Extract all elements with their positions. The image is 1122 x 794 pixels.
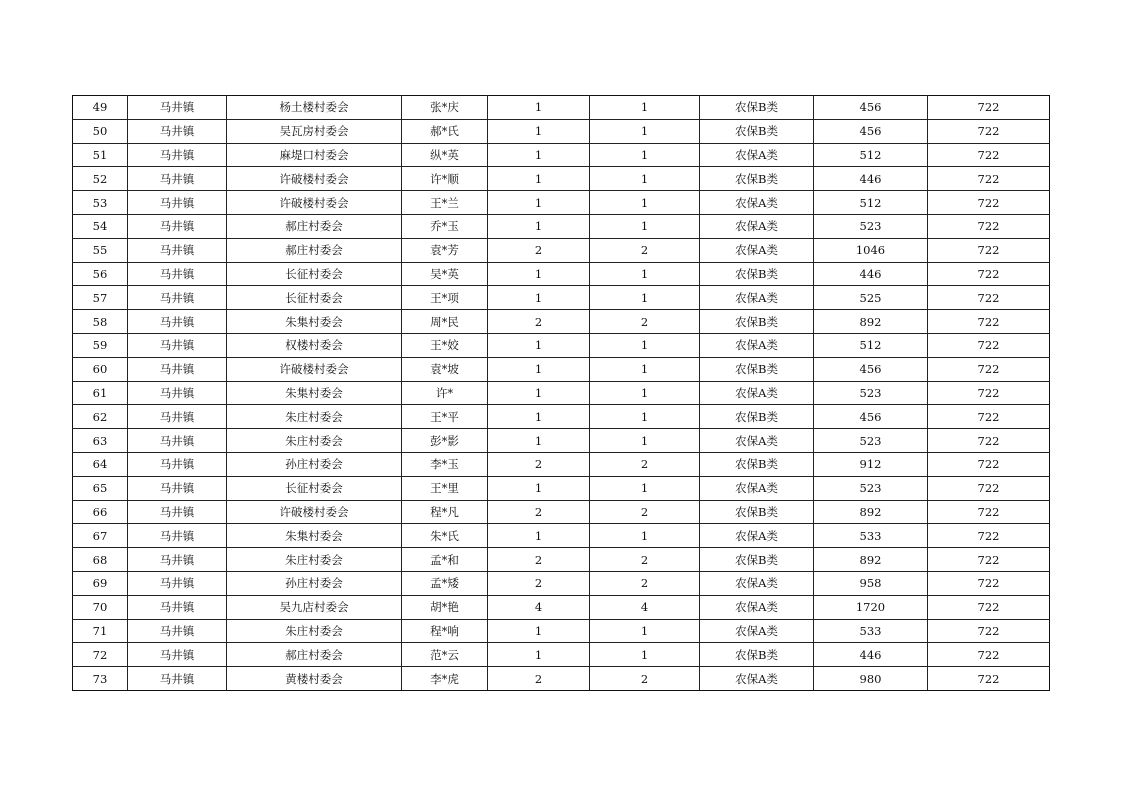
person-count-cell: 1 (590, 524, 700, 548)
row-index-cell: 60 (73, 357, 128, 381)
table-row (73, 595, 1050, 619)
town-cell: 马井镇 (128, 357, 227, 381)
row-index-cell: 70 (73, 595, 128, 619)
town-cell: 马井镇 (128, 333, 227, 357)
row-index-cell: 66 (73, 500, 128, 524)
household-count-cell: 1 (488, 405, 590, 429)
household-count-cell: 2 (488, 238, 590, 262)
person-count-cell: 2 (590, 667, 700, 691)
name-cell: 王*兰 (402, 191, 488, 215)
standard-cell: 722 (928, 191, 1050, 215)
village-committee-cell: 许破楼村委会 (227, 191, 402, 215)
category-cell: 农保B类 (700, 96, 814, 120)
person-count-cell: 2 (590, 452, 700, 476)
amount-cell: 523 (814, 429, 928, 453)
household-count-cell: 1 (488, 357, 590, 381)
town-cell: 马井镇 (128, 619, 227, 643)
name-cell: 乔*玉 (402, 214, 488, 238)
amount-cell: 523 (814, 381, 928, 405)
row-index-cell: 54 (73, 214, 128, 238)
name-cell: 许*顺 (402, 167, 488, 191)
name-cell: 孟*矮 (402, 571, 488, 595)
category-cell: 农保A类 (700, 143, 814, 167)
row-index-cell: 51 (73, 143, 128, 167)
category-cell: 农保B类 (700, 405, 814, 429)
name-cell: 王*姣 (402, 333, 488, 357)
category-cell: 农保B类 (700, 357, 814, 381)
town-cell: 马井镇 (128, 643, 227, 667)
row-index-cell: 65 (73, 476, 128, 500)
name-cell: 胡*艳 (402, 595, 488, 619)
person-count-cell: 1 (590, 143, 700, 167)
name-cell: 许* (402, 381, 488, 405)
person-count-cell: 4 (590, 595, 700, 619)
town-cell: 马井镇 (128, 571, 227, 595)
person-count-cell: 1 (590, 429, 700, 453)
standard-cell: 722 (928, 524, 1050, 548)
name-cell: 郝*氏 (402, 119, 488, 143)
row-index-cell: 52 (73, 167, 128, 191)
table-row (73, 571, 1050, 595)
category-cell: 农保B类 (700, 452, 814, 476)
town-cell: 马井镇 (128, 310, 227, 334)
village-committee-cell: 杨土楼村委会 (227, 96, 402, 120)
name-cell: 张*庆 (402, 96, 488, 120)
village-committee-cell: 朱庄村委会 (227, 429, 402, 453)
name-cell: 吴*英 (402, 262, 488, 286)
household-count-cell: 1 (488, 524, 590, 548)
name-cell: 纵*英 (402, 143, 488, 167)
village-committee-cell: 麻堤口村委会 (227, 143, 402, 167)
table-row (73, 500, 1050, 524)
village-committee-cell: 朱庄村委会 (227, 619, 402, 643)
standard-cell: 722 (928, 476, 1050, 500)
town-cell: 马井镇 (128, 238, 227, 262)
village-committee-cell: 黄楼村委会 (227, 667, 402, 691)
village-committee-cell: 朱庄村委会 (227, 405, 402, 429)
village-committee-cell: 朱集村委会 (227, 524, 402, 548)
amount-cell: 533 (814, 619, 928, 643)
village-committee-cell: 长征村委会 (227, 262, 402, 286)
category-cell: 农保B类 (700, 643, 814, 667)
category-cell: 农保A类 (700, 667, 814, 691)
amount-cell: 525 (814, 286, 928, 310)
amount-cell: 446 (814, 643, 928, 667)
name-cell: 范*云 (402, 643, 488, 667)
category-cell: 农保A类 (700, 238, 814, 262)
standard-cell: 722 (928, 238, 1050, 262)
town-cell: 马井镇 (128, 214, 227, 238)
standard-cell: 722 (928, 619, 1050, 643)
category-cell: 农保A类 (700, 595, 814, 619)
village-committee-cell: 孙庄村委会 (227, 452, 402, 476)
table-row (73, 119, 1050, 143)
person-count-cell: 1 (590, 214, 700, 238)
person-count-cell: 1 (590, 191, 700, 215)
amount-cell: 446 (814, 262, 928, 286)
table-row (73, 476, 1050, 500)
amount-cell: 512 (814, 191, 928, 215)
town-cell: 马井镇 (128, 167, 227, 191)
household-count-cell: 1 (488, 167, 590, 191)
town-cell: 马井镇 (128, 119, 227, 143)
village-committee-cell: 郝庄村委会 (227, 643, 402, 667)
amount-cell: 892 (814, 548, 928, 572)
amount-cell: 1046 (814, 238, 928, 262)
row-index-cell: 57 (73, 286, 128, 310)
table-row (73, 214, 1050, 238)
town-cell: 马井镇 (128, 452, 227, 476)
village-committee-cell: 朱庄村委会 (227, 548, 402, 572)
person-count-cell: 2 (590, 571, 700, 595)
row-index-cell: 56 (73, 262, 128, 286)
row-index-cell: 69 (73, 571, 128, 595)
beneficiary-table (72, 95, 1050, 691)
table-row (73, 262, 1050, 286)
category-cell: 农保A类 (700, 429, 814, 453)
table-row (73, 643, 1050, 667)
name-cell: 孟*和 (402, 548, 488, 572)
amount-cell: 912 (814, 452, 928, 476)
row-index-cell: 50 (73, 119, 128, 143)
household-count-cell: 1 (488, 286, 590, 310)
town-cell: 马井镇 (128, 500, 227, 524)
row-index-cell: 53 (73, 191, 128, 215)
amount-cell: 512 (814, 333, 928, 357)
household-count-cell: 2 (488, 548, 590, 572)
standard-cell: 722 (928, 381, 1050, 405)
category-cell: 农保A类 (700, 476, 814, 500)
household-count-cell: 2 (488, 310, 590, 334)
village-committee-cell: 许破楼村委会 (227, 357, 402, 381)
person-count-cell: 2 (590, 310, 700, 334)
village-committee-cell: 郝庄村委会 (227, 238, 402, 262)
person-count-cell: 1 (590, 476, 700, 500)
standard-cell: 722 (928, 214, 1050, 238)
table-row (73, 286, 1050, 310)
household-count-cell: 1 (488, 214, 590, 238)
table-row (73, 524, 1050, 548)
town-cell: 马井镇 (128, 667, 227, 691)
amount-cell: 523 (814, 214, 928, 238)
row-index-cell: 64 (73, 452, 128, 476)
amount-cell: 512 (814, 143, 928, 167)
household-count-cell: 2 (488, 571, 590, 595)
town-cell: 马井镇 (128, 548, 227, 572)
village-committee-cell: 孙庄村委会 (227, 571, 402, 595)
standard-cell: 722 (928, 500, 1050, 524)
standard-cell: 722 (928, 357, 1050, 381)
row-index-cell: 61 (73, 381, 128, 405)
household-count-cell: 1 (488, 476, 590, 500)
row-index-cell: 63 (73, 429, 128, 453)
village-committee-cell: 许破楼村委会 (227, 500, 402, 524)
person-count-cell: 2 (590, 548, 700, 572)
row-index-cell: 55 (73, 238, 128, 262)
amount-cell: 892 (814, 500, 928, 524)
amount-cell: 456 (814, 119, 928, 143)
person-count-cell: 1 (590, 96, 700, 120)
person-count-cell: 1 (590, 619, 700, 643)
name-cell: 彭*影 (402, 429, 488, 453)
row-index-cell: 68 (73, 548, 128, 572)
standard-cell: 722 (928, 333, 1050, 357)
category-cell: 农保A类 (700, 571, 814, 595)
name-cell: 程*凡 (402, 500, 488, 524)
household-count-cell: 1 (488, 643, 590, 667)
table-row (73, 143, 1050, 167)
household-count-cell: 2 (488, 667, 590, 691)
category-cell: 农保A类 (700, 381, 814, 405)
row-index-cell: 71 (73, 619, 128, 643)
person-count-cell: 1 (590, 643, 700, 667)
household-count-cell: 1 (488, 381, 590, 405)
town-cell: 马井镇 (128, 595, 227, 619)
household-count-cell: 4 (488, 595, 590, 619)
category-cell: 农保B类 (700, 167, 814, 191)
village-committee-cell: 长征村委会 (227, 286, 402, 310)
row-index-cell: 62 (73, 405, 128, 429)
name-cell: 袁*芳 (402, 238, 488, 262)
town-cell: 马井镇 (128, 429, 227, 453)
household-count-cell: 2 (488, 500, 590, 524)
category-cell: 农保A类 (700, 619, 814, 643)
table-row (73, 191, 1050, 215)
village-committee-cell: 许破楼村委会 (227, 167, 402, 191)
amount-cell: 456 (814, 357, 928, 381)
row-index-cell: 49 (73, 96, 128, 120)
town-cell: 马井镇 (128, 476, 227, 500)
table-row (73, 333, 1050, 357)
name-cell: 朱*氏 (402, 524, 488, 548)
category-cell: 农保A类 (700, 524, 814, 548)
household-count-cell: 1 (488, 143, 590, 167)
amount-cell: 1720 (814, 595, 928, 619)
village-committee-cell: 郝庄村委会 (227, 214, 402, 238)
row-index-cell: 73 (73, 667, 128, 691)
name-cell: 周*民 (402, 310, 488, 334)
category-cell: 农保B类 (700, 548, 814, 572)
table-row (73, 167, 1050, 191)
table-row (73, 238, 1050, 262)
standard-cell: 722 (928, 429, 1050, 453)
standard-cell: 722 (928, 643, 1050, 667)
amount-cell: 446 (814, 167, 928, 191)
household-count-cell: 1 (488, 262, 590, 286)
name-cell: 袁*坡 (402, 357, 488, 381)
table-row (73, 405, 1050, 429)
category-cell: 农保B类 (700, 119, 814, 143)
household-count-cell: 2 (488, 452, 590, 476)
amount-cell: 958 (814, 571, 928, 595)
name-cell: 王*平 (402, 405, 488, 429)
standard-cell: 722 (928, 310, 1050, 334)
village-committee-cell: 朱集村委会 (227, 310, 402, 334)
town-cell: 马井镇 (128, 191, 227, 215)
village-committee-cell: 吴瓦房村委会 (227, 119, 402, 143)
standard-cell: 722 (928, 262, 1050, 286)
standard-cell: 722 (928, 96, 1050, 120)
person-count-cell: 2 (590, 238, 700, 262)
category-cell: 农保A类 (700, 333, 814, 357)
person-count-cell: 1 (590, 119, 700, 143)
village-committee-cell: 权楼村委会 (227, 333, 402, 357)
standard-cell: 722 (928, 119, 1050, 143)
name-cell: 李*玉 (402, 452, 488, 476)
table-body (73, 96, 1050, 691)
name-cell: 程*响 (402, 619, 488, 643)
standard-cell: 722 (928, 452, 1050, 476)
standard-cell: 722 (928, 595, 1050, 619)
household-count-cell: 1 (488, 96, 590, 120)
town-cell: 马井镇 (128, 405, 227, 429)
category-cell: 农保B类 (700, 310, 814, 334)
table-row (73, 310, 1050, 334)
category-cell: 农保A类 (700, 214, 814, 238)
table-row (73, 452, 1050, 476)
category-cell: 农保A类 (700, 191, 814, 215)
person-count-cell: 1 (590, 333, 700, 357)
row-index-cell: 58 (73, 310, 128, 334)
table-row (73, 429, 1050, 453)
town-cell: 马井镇 (128, 381, 227, 405)
name-cell: 王*里 (402, 476, 488, 500)
person-count-cell: 1 (590, 381, 700, 405)
person-count-cell: 1 (590, 357, 700, 381)
town-cell: 马井镇 (128, 143, 227, 167)
standard-cell: 722 (928, 167, 1050, 191)
amount-cell: 980 (814, 667, 928, 691)
table-row (73, 548, 1050, 572)
row-index-cell: 67 (73, 524, 128, 548)
amount-cell: 533 (814, 524, 928, 548)
person-count-cell: 1 (590, 262, 700, 286)
household-count-cell: 1 (488, 619, 590, 643)
amount-cell: 523 (814, 476, 928, 500)
town-cell: 马井镇 (128, 286, 227, 310)
person-count-cell: 1 (590, 405, 700, 429)
category-cell: 农保B类 (700, 500, 814, 524)
household-count-cell: 1 (488, 429, 590, 453)
household-count-cell: 1 (488, 119, 590, 143)
town-cell: 马井镇 (128, 262, 227, 286)
name-cell: 李*虎 (402, 667, 488, 691)
table-row (73, 381, 1050, 405)
person-count-cell: 1 (590, 286, 700, 310)
category-cell: 农保A类 (700, 286, 814, 310)
village-committee-cell: 吴九店村委会 (227, 595, 402, 619)
row-index-cell: 72 (73, 643, 128, 667)
town-cell: 马井镇 (128, 524, 227, 548)
town-cell: 马井镇 (128, 96, 227, 120)
amount-cell: 456 (814, 405, 928, 429)
table-row (73, 96, 1050, 120)
standard-cell: 722 (928, 548, 1050, 572)
person-count-cell: 2 (590, 500, 700, 524)
standard-cell: 722 (928, 405, 1050, 429)
standard-cell: 722 (928, 571, 1050, 595)
household-count-cell: 1 (488, 191, 590, 215)
table-row (73, 667, 1050, 691)
category-cell: 农保B类 (700, 262, 814, 286)
village-committee-cell: 朱集村委会 (227, 381, 402, 405)
household-count-cell: 1 (488, 333, 590, 357)
row-index-cell: 59 (73, 333, 128, 357)
table-row (73, 619, 1050, 643)
standard-cell: 722 (928, 143, 1050, 167)
amount-cell: 892 (814, 310, 928, 334)
standard-cell: 722 (928, 286, 1050, 310)
standard-cell: 722 (928, 667, 1050, 691)
village-committee-cell: 长征村委会 (227, 476, 402, 500)
amount-cell: 456 (814, 96, 928, 120)
name-cell: 王*项 (402, 286, 488, 310)
table-row (73, 357, 1050, 381)
person-count-cell: 1 (590, 167, 700, 191)
